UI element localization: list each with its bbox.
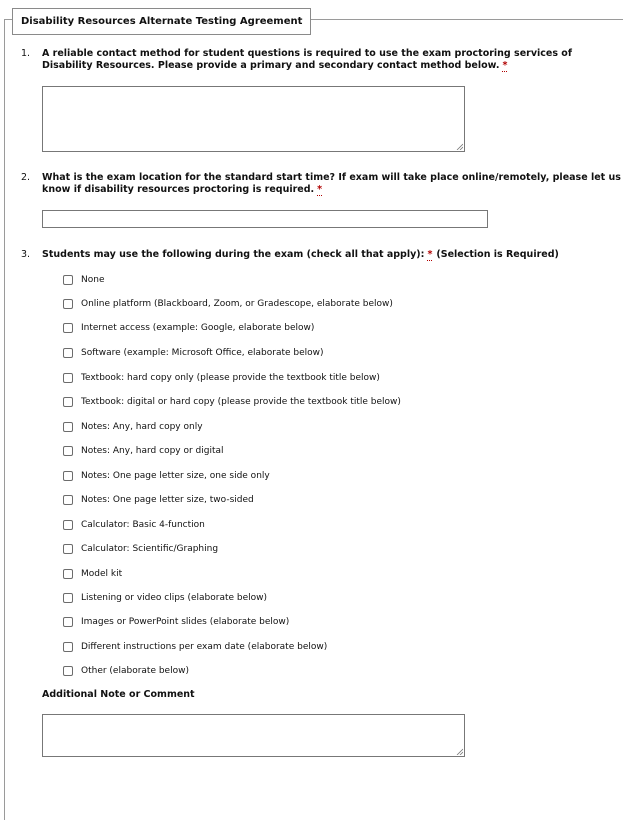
option-notes-digital[interactable] — [63, 444, 224, 458]
question-number: 1. — [21, 48, 31, 59]
option-label: Listening or video clips (elaborate below) — [81, 593, 268, 603]
option-label: Internet access (example: Google, elaborate below) — [81, 323, 315, 333]
exam-location-input[interactable] — [42, 210, 488, 228]
checkbox[interactable] — [63, 373, 73, 383]
option-notes-one-side[interactable] — [63, 469, 270, 483]
question-text — [42, 249, 623, 261]
checkbox[interactable] — [63, 323, 73, 333]
option-label: Online platform (Blackboard, Zoom, or Gradescope, elaborate below) — [81, 299, 393, 309]
checkbox[interactable] — [63, 642, 73, 652]
option-label: Textbook: hard copy only (please provide the textbook title below) — [81, 373, 380, 383]
checkbox[interactable] — [63, 275, 73, 285]
checkbox[interactable] — [63, 569, 73, 579]
question-1-text: A reliable contact method for student questions is required to use the exam proctoring services of Disability Resources. Please provide a primary and secondary contact method below. — [42, 48, 572, 71]
checkbox[interactable] — [63, 299, 73, 309]
option-label: Images or PowerPoint slides (elaborate below) — [81, 617, 290, 627]
required-asterisk: * — [427, 249, 433, 260]
option-label: None — [81, 275, 105, 285]
checkbox[interactable] — [63, 348, 73, 358]
checkbox[interactable] — [63, 544, 73, 554]
option-none[interactable] — [63, 273, 104, 287]
additional-note-label: Additional Note or Comment — [42, 689, 195, 700]
option-software[interactable] — [63, 346, 324, 360]
option-calculator-scientific[interactable] — [63, 542, 218, 556]
question-text — [42, 172, 623, 196]
option-other[interactable] — [63, 664, 189, 678]
option-textbook-hard-copy[interactable] — [63, 371, 380, 385]
checkbox[interactable] — [63, 617, 73, 627]
option-label: Model kit — [81, 569, 123, 579]
question-2-text: What is the exam location for the standard start time? If exam will take place online/remotely, please let us know if disability resources proctoring is required. — [42, 172, 621, 195]
checkbox[interactable] — [63, 422, 73, 432]
option-notes-two-sided[interactable] — [63, 493, 254, 507]
option-label: Notes: One page letter size, two-sided — [81, 495, 254, 505]
option-different-instructions[interactable] — [63, 640, 327, 654]
selection-required-note: (Selection is Required) — [436, 249, 559, 260]
option-label: Calculator: Basic 4-function — [81, 520, 205, 530]
option-listening-video[interactable] — [63, 591, 267, 605]
checkbox[interactable] — [63, 520, 73, 530]
checkbox[interactable] — [63, 446, 73, 456]
option-label: Notes: One page letter size, one side only — [81, 471, 270, 481]
question-3-text: Students may use the following during the exam (check all that apply): — [42, 249, 425, 260]
option-label: Different instructions per exam date (elaborate below) — [81, 642, 328, 652]
question-text — [42, 48, 623, 72]
checkbox[interactable] — [63, 397, 73, 407]
option-label: Notes: Any, hard copy or digital — [81, 446, 224, 456]
form-legend: Disability Resources Alternate Testing Agreement — [12, 8, 311, 35]
required-asterisk: * — [502, 60, 508, 71]
option-label: Textbook: digital or hard copy (please provide the textbook title below) — [81, 397, 401, 407]
option-label: Calculator: Scientific/Graphing — [81, 544, 219, 554]
checkbox[interactable] — [63, 471, 73, 481]
option-internet-access[interactable] — [63, 321, 314, 335]
option-notes-hard-copy[interactable] — [63, 420, 203, 434]
contact-method-textarea[interactable] — [42, 86, 465, 152]
additional-note-textarea[interactable] — [42, 714, 465, 757]
option-textbook-digital[interactable] — [63, 395, 401, 409]
option-images-slides[interactable] — [63, 615, 289, 629]
checkbox[interactable] — [63, 666, 73, 676]
option-model-kit[interactable] — [63, 567, 122, 581]
question-number: 2. — [21, 172, 31, 183]
option-label: Software (example: Microsoft Office, elaborate below) — [81, 348, 324, 358]
checkbox[interactable] — [63, 593, 73, 603]
option-label: Notes: Any, hard copy only — [81, 422, 203, 432]
required-asterisk: * — [317, 184, 323, 195]
question-number: 3. — [21, 249, 31, 260]
checkbox[interactable] — [63, 495, 73, 505]
option-label: Other (elaborate below) — [81, 666, 189, 676]
option-online-platform[interactable] — [63, 297, 393, 311]
option-calculator-basic[interactable] — [63, 518, 205, 532]
